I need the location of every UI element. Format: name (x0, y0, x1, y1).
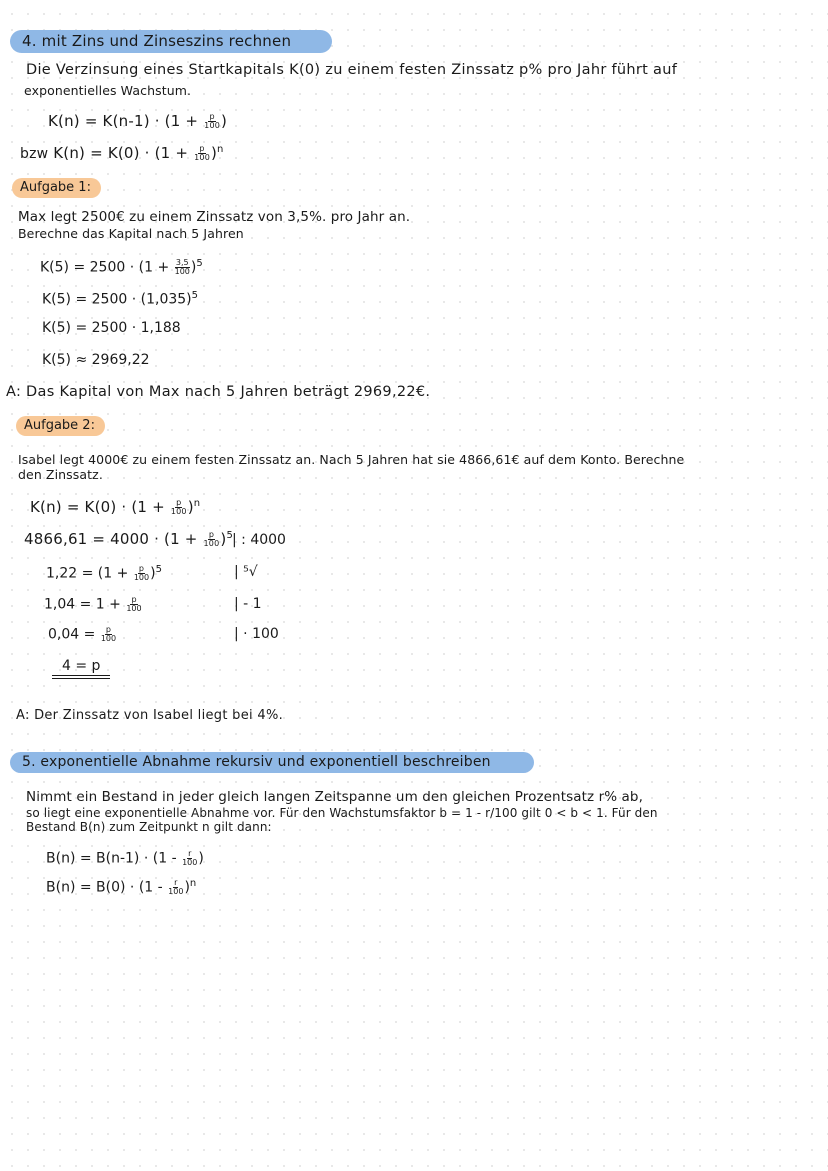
fraction-denominator: 100 (182, 858, 198, 867)
exponent: n (217, 144, 224, 155)
fraction (194, 145, 210, 162)
task-1-text-line2: Berechne das Kapital nach 5 Jahren (18, 226, 244, 241)
section-5-heading (10, 752, 534, 773)
section-5-text-line2: so liegt eine exponentielle Abnahme vor. Für den Wachstumsfaktor b = 1 - r/100 gilt 0 < b < 1. Für den (26, 806, 658, 820)
fraction-denominator: 100 (170, 507, 187, 516)
section-4-heading-text: 4. mit Zins und Zinseszins rechnen (22, 32, 292, 50)
task-1-step-1 (40, 258, 203, 276)
formula-rhs: ) (198, 850, 204, 867)
fraction-denominator: 100 (174, 267, 190, 277)
formula-b-explicit (46, 878, 196, 896)
exponent: n (193, 498, 201, 509)
fraction (101, 626, 116, 643)
section-5-heading-text: 5. exponentielle Abnahme rekursiv und exponentiell beschreiben (22, 754, 491, 770)
fraction (204, 113, 220, 130)
task-2-text-line2: den Zinssatz. (18, 467, 103, 482)
task-2-label (16, 416, 105, 436)
fraction-denominator: 100 (194, 153, 210, 162)
fraction-numerator: p (138, 564, 144, 574)
fraction-numerator: p (131, 595, 137, 604)
section-4-intro-line1: Die Verzinsung eines Startkapitals K(0) zu einem festen Zinssatz p% pro Jahr führt auf (26, 62, 678, 78)
formula-rhs: ) (210, 144, 218, 162)
exponent: 5 (155, 564, 162, 575)
formula-k-recursive (48, 112, 227, 130)
formula-lhs: B(n) = B(n-1) · (1 - (46, 850, 177, 867)
fraction (126, 596, 141, 613)
fraction-numerator: p (105, 625, 111, 634)
formula-lhs: K(n) = K(0) · (1 + (53, 144, 189, 162)
task-2-result (52, 658, 110, 674)
task-2-step-2-operation: | : 4000 (232, 532, 286, 548)
result-double-underlined: 4 = p (52, 658, 110, 679)
step-lhs: 1,04 = 1 + (44, 596, 121, 613)
task-1-text-line1: Max legt 2500€ zu einem Zinssatz von 3,5%. pro Jahr an. (18, 209, 411, 225)
task-2-step-2 (24, 530, 233, 548)
fraction-denominator: 100 (204, 121, 221, 130)
bzw-label: bzw (20, 146, 49, 162)
formula-rhs: ) (184, 879, 190, 896)
exponent: 5 (191, 290, 198, 301)
task-1-label-text: Aufgabe 1: (20, 180, 91, 195)
task-2-step-5 (48, 626, 117, 643)
exponent: 5 (196, 258, 203, 269)
formula-rhs: ) (221, 112, 228, 130)
fraction (175, 259, 190, 276)
task-2-step-3-operation: | ⁵√ (234, 564, 258, 580)
step-rhs: ) (220, 530, 227, 548)
fraction-denominator: 100 (100, 634, 117, 643)
fraction-numerator: p (208, 530, 215, 539)
fraction-numerator: p (209, 112, 215, 121)
task-2-step-4-operation: | - 1 (234, 596, 262, 612)
formula-b-recursive (46, 850, 204, 867)
task-1-step-2 (42, 290, 198, 308)
step-lhs: 0,04 = (48, 626, 96, 643)
formula-lhs: K(n) = K(n-1) · (1 + (48, 112, 199, 130)
task-2-label-text: Aufgabe 2: (24, 418, 95, 433)
step-lhs: 1,22 = (1 + (46, 565, 129, 582)
section-4-intro-line2: exponentielles Wachstum. (24, 83, 192, 98)
fraction-numerator: 3,5 (175, 258, 189, 268)
fraction (171, 499, 187, 516)
exponent: n (189, 878, 197, 889)
fraction (134, 565, 149, 582)
step-lhs: K(5) = 2500 · (1 + (40, 259, 170, 276)
fraction (182, 850, 197, 867)
section-5-text-line1: Nimmt ein Bestand in jeder gleich langen Zeitspanne um den gleichen Prozentsatz r% ab, (26, 789, 643, 805)
formula-k-explicit (20, 144, 224, 162)
fraction (168, 879, 183, 896)
step-lhs: K(n) = K(0) · (1 + (30, 498, 165, 516)
fraction-denominator: 100 (133, 573, 150, 583)
section-5-text-line3: Bestand B(n) zum Zeitpunkt n gilt dann: (26, 820, 272, 834)
exponent: 5 (226, 530, 234, 541)
fraction (204, 531, 220, 548)
step-lhs: 4866,61 = 4000 · (1 + (24, 530, 198, 548)
step-rhs: ) (150, 565, 156, 582)
fraction-numerator: r (174, 878, 178, 888)
section-4-heading (10, 30, 332, 53)
step-rhs: ) (190, 259, 197, 276)
task-2-step-5-operation: | · 100 (234, 626, 279, 642)
task-2-text-line1: Isabel legt 4000€ zu einem festen Zinssatz an. Nach 5 Jahren hat sie 4866,61€ auf dem Konto. Berechne (18, 452, 685, 467)
task-1-label (12, 178, 101, 198)
step-lhs: K(5) = 2500 · (1,035) (42, 291, 192, 308)
step-rhs: ) (187, 498, 194, 516)
fraction-numerator: p (199, 144, 205, 153)
task-2-step-1 (30, 498, 200, 516)
task-1-step-3: K(5) = 2500 · 1,188 (42, 320, 181, 336)
fraction-denominator: 100 (126, 604, 142, 613)
task-1-step-4: K(5) ≈ 2969,22 (42, 352, 150, 368)
task-2-answer: A: Der Zinssatz von Isabel liegt bei 4%. (16, 708, 284, 723)
fraction-numerator: p (176, 498, 182, 507)
task-2-step-3 (46, 564, 162, 582)
fraction-denominator: 100 (203, 539, 220, 548)
fraction-denominator: 100 (168, 887, 184, 897)
task-1-answer: A: Das Kapital von Max nach 5 Jahren beträgt 2969,22€. (6, 384, 431, 400)
task-2-step-4 (44, 596, 143, 613)
formula-lhs: B(n) = B(0) · (1 - (46, 879, 163, 896)
fraction-numerator: r (188, 849, 192, 858)
